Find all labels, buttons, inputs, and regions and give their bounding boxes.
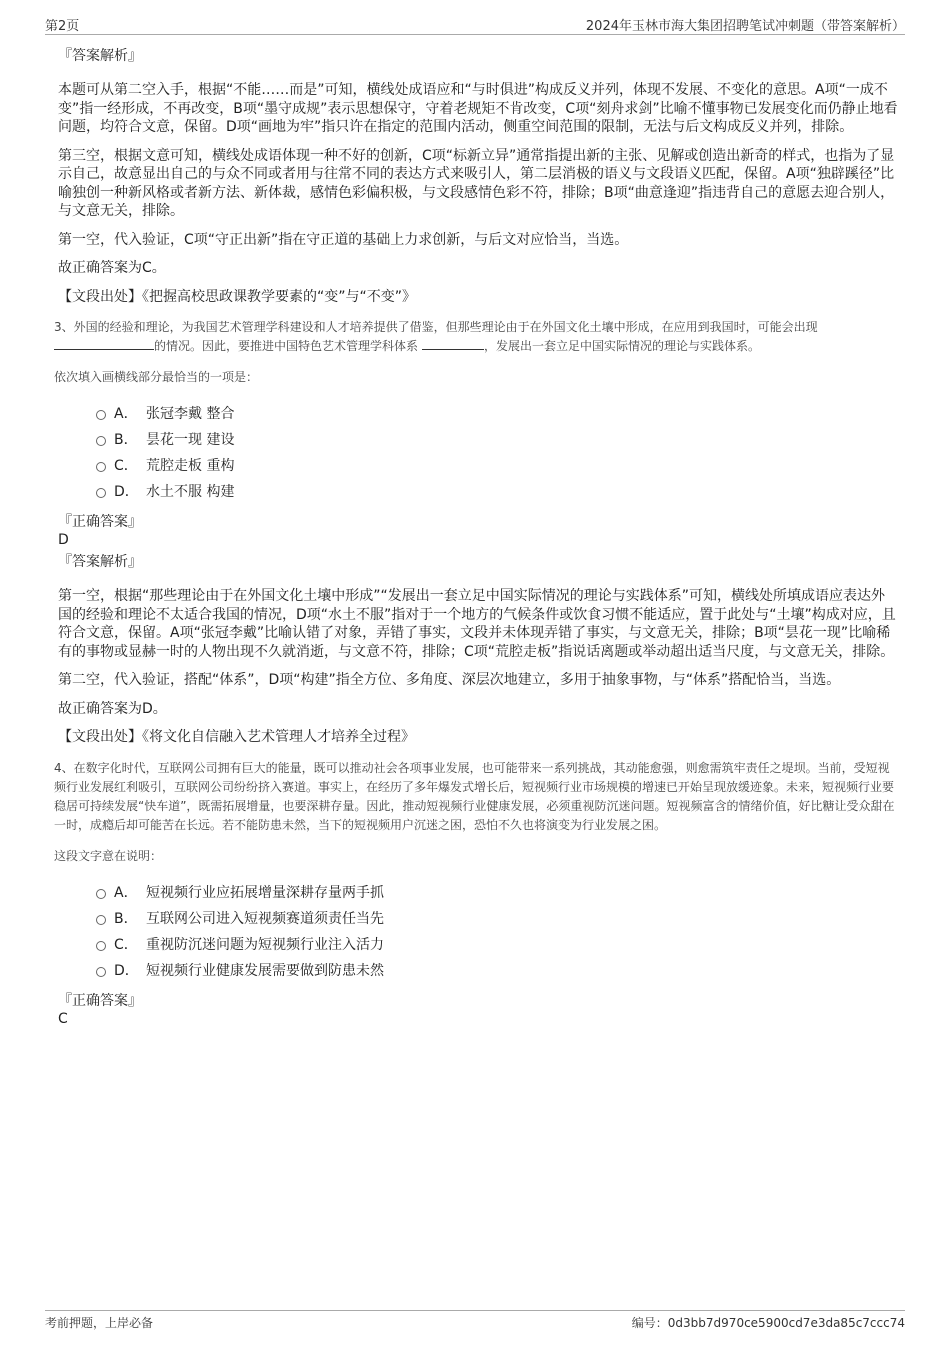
correct-answer: D (58, 532, 69, 548)
radio-icon[interactable] (96, 941, 106, 951)
analysis-label: 『答案解析』 (58, 48, 142, 64)
correct-answer: C (58, 1010, 68, 1027)
analysis-paragraph: 本题可从第二空入手，根据“不能……而是”可知，横线处成语应和“与时俱进”构成反义并列，体现不发展、不变化的意思。A项“一成不变”指一经形成，不再改变，B项“墨守成规”表示思想保守，守着老规矩不肯改变，C项“刻舟求剑”比喻不懂事物已发展变化而仍静止地看问题，均符合文意，保留。D项“画地为牢”指只许在指定的范围内活动，侧重空间范围的限制，无法与后文构成反义并列，排除。 (58, 82, 898, 135)
option-c[interactable]: C． 重视防沉迷问题为短视频行业注入活力 (96, 932, 898, 958)
answer-label: 『正确答案』 (58, 514, 142, 530)
question-prompt: 依次填入画横线部分最恰当的一项是： (54, 370, 259, 384)
radio-icon[interactable] (96, 889, 106, 899)
document-title: 2024年玉林市海大集团招聘笔试冲刺题（带答案解析） (585, 19, 905, 34)
fill-blank (54, 337, 154, 350)
question-3-stem: 3、外国的经验和理论，为我国艺术管理学科建设和人才培养提供了借鉴，但那些理论由于在外国文化土壤中形成，在应用到我国时，可能会出现的情况。因此，要推进中国特色艺术管理学科体系 ，发展出一套立足中国实际情况的理论与实践体系。 (54, 320, 818, 353)
analysis-paragraph: 第一空，代入验证，C项“守正出新”指在守正道的基础上力求创新，与后文对应恰当，当选。 (58, 231, 629, 248)
question-4-options (96, 880, 898, 984)
option-c[interactable]: C． 荒腔走板 重构 (96, 453, 898, 479)
radio-icon[interactable] (96, 488, 106, 498)
analysis-conclusion: 故正确答案为C。 (58, 260, 166, 276)
analysis-paragraph: 第二空，代入验证，搭配“体系”，D项“构建”指全方位、多角度、深层次地建立，多用于抽象事物，与“体系”搭配恰当，当选。 (58, 672, 841, 688)
radio-icon[interactable] (96, 462, 106, 472)
document-id: 编号：0d3bb7d970ce5900cd7e3da85c7ccc74 (631, 1316, 905, 1330)
question-prompt: 这段文字意在说明： (54, 848, 163, 863)
analysis-paragraph: 第一空，根据“那些理论由于在外国文化土壤中形成”“发展出一套立足中国实际情况的理论与实践体系”可知，横线处所填成语应表达外国的经验和理论不太适合我国的情况，D项“水土不服”指对于一个地方的气候条件或饮食习惯不能适应，置于此处与“土壤”构成对应，且符合文意，保留。A项“张冠李戴”比喻认错了对象，弄错了事实，文段并未体现弄错了事实，与文意无关，排除；B项“昙花一现”比喻稀有的事物或显赫一时的人物出现不久就消逝，与文意不符，排除；C项“荒腔走板”指说话离题或举动超出适当尺度，与文意无关，排除。 (58, 588, 896, 660)
footer-slogan: 考前押题，上岸必备 (45, 1316, 154, 1330)
analysis-paragraph: 第三空，根据文意可知，横线处成语体现一种不好的创新，C项“标新立异”通常指提出新的主张、见解或创造出新奇的样式，也指为了显示自己，故意显出自己的与众不同或者用与往常不同的表达方式来吸引人，第二层消极的语义与文段语义匹配，保留。A项“独辟蹊径”比喻独创一种新风格或者新方法、新体裁，感情色彩偏积极，与文段感情色彩不符，排除；B项“曲意逢迎”指违背自己的意愿去迎合别人，与文意无关，排除。 (58, 147, 895, 219)
radio-icon[interactable] (96, 436, 106, 446)
answer-label: 『正确答案』 (58, 992, 142, 1009)
option-b[interactable]: B． 昙花一现 建设 (96, 427, 898, 453)
page-header (45, 14, 905, 35)
radio-icon[interactable] (96, 967, 106, 977)
question-3-options (96, 401, 898, 505)
option-b[interactable]: B． 互联网公司进入短视频赛道须责任当先 (96, 906, 898, 932)
radio-icon[interactable] (96, 410, 106, 420)
document-body (54, 47, 898, 1032)
option-d[interactable]: D． 短视频行业健康发展需要做到防患未然 (96, 958, 898, 984)
source-citation: 【文段出处】《把握高校思政课教学要素的“变”与“不变”》 (58, 288, 417, 305)
option-a[interactable]: A． 短视频行业应拓展增量深耕存量两手抓 (96, 880, 898, 906)
radio-icon[interactable] (96, 915, 106, 925)
fill-blank (422, 337, 484, 350)
analysis-label: 『答案解析』 (58, 554, 142, 570)
page-number: 第2页 (45, 19, 80, 34)
source-citation: 【文段出处】《将文化自信融入艺术管理人才培养全过程》 (58, 729, 415, 745)
question-4-stem: 4、在数字化时代，互联网公司拥有巨大的能量，既可以推动社会各项事业发展，也可能带来一系列挑战，其动能愈强，则愈需筑牢责任之堤坝。当前，受短视频行业发展红利吸引，互联网公司纷纷挤入赛道。事实上，在经历了多年爆发式增长后，短视频行业市场规模的增速已开始呈现放缓迹象。未来，短视频行业要稳居可持续发展“快车道”，既需拓展增量，也要深耕存量。因此，推动短视频行业健康发展，必须重视防沉迷问题。短视频富含的情绪价值，好比糖让受众甜在一时，成瘾后却可能苦在长远。若不能防患未然，当下的短视频用户沉迷之困，恐怕不久也将演变为行业发展之困。 (54, 760, 895, 832)
option-d[interactable]: D． 水土不服 构建 (96, 479, 898, 505)
page-footer (45, 1310, 905, 1331)
analysis-conclusion: 故正确答案为D。 (58, 700, 167, 717)
option-a[interactable]: A． 张冠李戴 整合 (96, 401, 898, 427)
